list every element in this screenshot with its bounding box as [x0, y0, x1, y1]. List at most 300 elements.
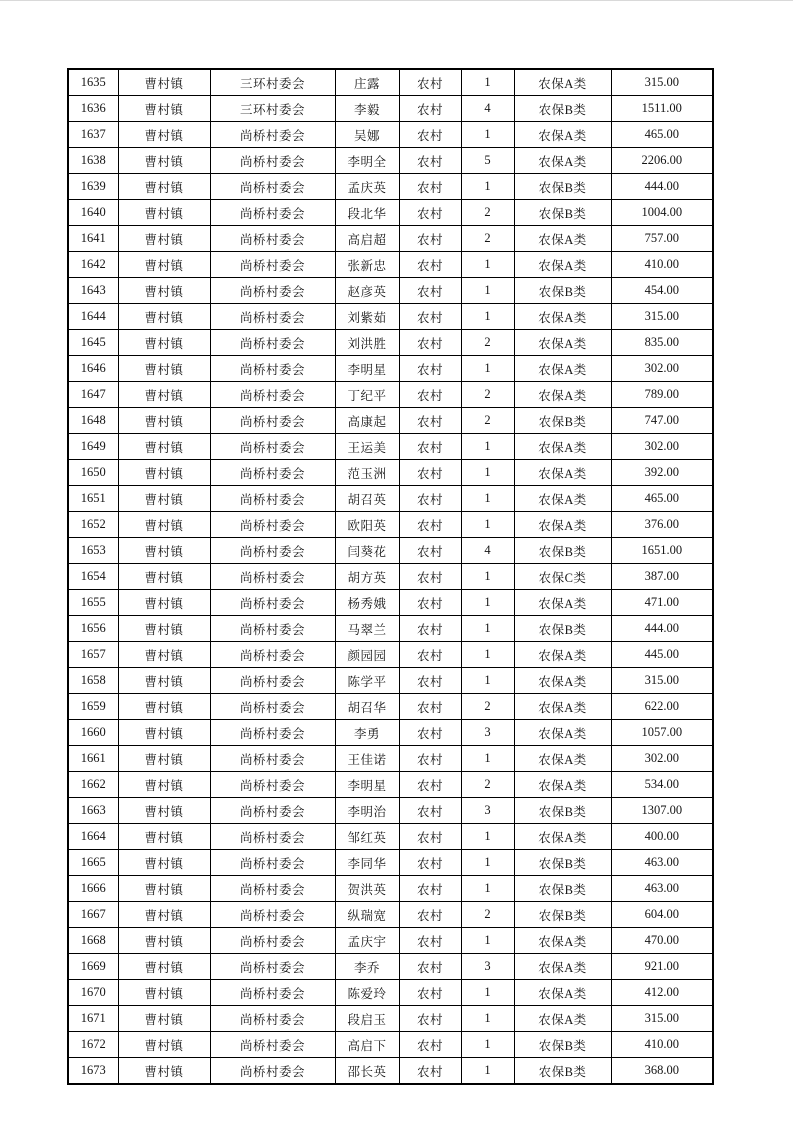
- cell-serial-number: 1663: [68, 798, 118, 824]
- cell-village-committee: 尚桥村委会: [210, 200, 335, 226]
- cell-town: 曹村镇: [118, 408, 210, 434]
- cell-serial-number: 1667: [68, 902, 118, 928]
- cell-insurance-type: 农保A类: [514, 694, 611, 720]
- cell-insurance-type: 农保B类: [514, 850, 611, 876]
- cell-town: 曹村镇: [118, 876, 210, 902]
- cell-person-name: 李明治: [335, 798, 399, 824]
- cell-village-committee: 尚桥村委会: [210, 746, 335, 772]
- cell-category: 农村: [399, 668, 461, 694]
- table-row: [68, 798, 713, 824]
- cell-person-name: 纵瑞宽: [335, 902, 399, 928]
- cell-serial-number: 1660: [68, 720, 118, 746]
- cell-town: 曹村镇: [118, 96, 210, 122]
- table-row: [68, 876, 713, 902]
- cell-person-count: 1: [461, 746, 514, 772]
- table-row: [68, 928, 713, 954]
- cell-village-committee: 尚桥村委会: [210, 382, 335, 408]
- table-row: [68, 174, 713, 200]
- cell-village-committee: 尚桥村委会: [210, 590, 335, 616]
- cell-town: 曹村镇: [118, 798, 210, 824]
- cell-town: 曹村镇: [118, 928, 210, 954]
- cell-person-name: 段北华: [335, 200, 399, 226]
- cell-person-name: 李乔: [335, 954, 399, 980]
- cell-person-name: 张新忠: [335, 252, 399, 278]
- cell-village-committee: 尚桥村委会: [210, 122, 335, 148]
- cell-person-count: 1: [461, 252, 514, 278]
- cell-category: 农村: [399, 850, 461, 876]
- cell-amount: 412.00: [611, 980, 713, 1006]
- cell-person-count: 2: [461, 694, 514, 720]
- cell-person-count: 1: [461, 304, 514, 330]
- cell-serial-number: 1666: [68, 876, 118, 902]
- cell-village-committee: 尚桥村委会: [210, 668, 335, 694]
- cell-person-count: 5: [461, 148, 514, 174]
- cell-village-committee: 尚桥村委会: [210, 954, 335, 980]
- cell-town: 曹村镇: [118, 304, 210, 330]
- table-row: [68, 512, 713, 538]
- cell-amount: 622.00: [611, 694, 713, 720]
- cell-village-committee: 尚桥村委会: [210, 330, 335, 356]
- cell-insurance-type: 农保A类: [514, 980, 611, 1006]
- cell-amount: 465.00: [611, 486, 713, 512]
- cell-category: 农村: [399, 356, 461, 382]
- cell-insurance-type: 农保A类: [514, 148, 611, 174]
- table-row: [68, 616, 713, 642]
- cell-insurance-type: 农保B类: [514, 1032, 611, 1058]
- cell-category: 农村: [399, 720, 461, 746]
- cell-insurance-type: 农保B类: [514, 902, 611, 928]
- cell-amount: 315.00: [611, 1006, 713, 1032]
- cell-village-committee: 尚桥村委会: [210, 564, 335, 590]
- cell-amount: 757.00: [611, 226, 713, 252]
- cell-serial-number: 1656: [68, 616, 118, 642]
- cell-town: 曹村镇: [118, 69, 210, 96]
- cell-person-name: 范玉洲: [335, 460, 399, 486]
- cell-village-committee: 尚桥村委会: [210, 798, 335, 824]
- cell-person-name: 王佳诺: [335, 746, 399, 772]
- cell-town: 曹村镇: [118, 954, 210, 980]
- cell-person-name: 胡方英: [335, 564, 399, 590]
- cell-insurance-type: 农保B类: [514, 278, 611, 304]
- cell-town: 曹村镇: [118, 642, 210, 668]
- cell-village-committee: 尚桥村委会: [210, 876, 335, 902]
- cell-category: 农村: [399, 512, 461, 538]
- cell-insurance-type: 农保A类: [514, 304, 611, 330]
- cell-category: 农村: [399, 798, 461, 824]
- cell-person-count: 2: [461, 382, 514, 408]
- cell-village-committee: 尚桥村委会: [210, 850, 335, 876]
- cell-category: 农村: [399, 122, 461, 148]
- cell-town: 曹村镇: [118, 512, 210, 538]
- cell-category: 农村: [399, 694, 461, 720]
- cell-person-count: 2: [461, 772, 514, 798]
- cell-town: 曹村镇: [118, 616, 210, 642]
- table-row: [68, 1058, 713, 1085]
- cell-village-committee: 尚桥村委会: [210, 356, 335, 382]
- cell-person-count: 1: [461, 512, 514, 538]
- cell-village-committee: 尚桥村委会: [210, 460, 335, 486]
- cell-category: 农村: [399, 1006, 461, 1032]
- table-row: [68, 694, 713, 720]
- cell-category: 农村: [399, 69, 461, 96]
- cell-town: 曹村镇: [118, 226, 210, 252]
- cell-insurance-type: 农保A类: [514, 642, 611, 668]
- cell-serial-number: 1661: [68, 746, 118, 772]
- cell-serial-number: 1636: [68, 96, 118, 122]
- cell-category: 农村: [399, 434, 461, 460]
- cell-insurance-type: 农保C类: [514, 564, 611, 590]
- cell-village-committee: 尚桥村委会: [210, 616, 335, 642]
- cell-insurance-type: 农保B类: [514, 174, 611, 200]
- cell-serial-number: 1651: [68, 486, 118, 512]
- insurance-records-table: [67, 68, 714, 1085]
- table-row: [68, 278, 713, 304]
- cell-person-count: 4: [461, 96, 514, 122]
- cell-serial-number: 1673: [68, 1058, 118, 1085]
- cell-amount: 315.00: [611, 69, 713, 96]
- table-row: [68, 980, 713, 1006]
- cell-person-name: 陈学平: [335, 668, 399, 694]
- cell-amount: 1307.00: [611, 798, 713, 824]
- cell-amount: 454.00: [611, 278, 713, 304]
- cell-serial-number: 1642: [68, 252, 118, 278]
- cell-person-count: 2: [461, 902, 514, 928]
- table-row: [68, 1032, 713, 1058]
- cell-town: 曹村镇: [118, 772, 210, 798]
- cell-category: 农村: [399, 304, 461, 330]
- cell-town: 曹村镇: [118, 694, 210, 720]
- cell-person-count: 3: [461, 954, 514, 980]
- cell-person-count: 1: [461, 434, 514, 460]
- cell-serial-number: 1670: [68, 980, 118, 1006]
- cell-person-name: 孟庆英: [335, 174, 399, 200]
- cell-amount: 315.00: [611, 304, 713, 330]
- cell-person-name: 贺洪英: [335, 876, 399, 902]
- cell-insurance-type: 农保B类: [514, 876, 611, 902]
- cell-village-committee: 尚桥村委会: [210, 694, 335, 720]
- cell-category: 农村: [399, 148, 461, 174]
- cell-person-count: 1: [461, 1006, 514, 1032]
- cell-amount: 2206.00: [611, 148, 713, 174]
- cell-person-name: 高康起: [335, 408, 399, 434]
- table-row: [68, 590, 713, 616]
- table-row: [68, 486, 713, 512]
- cell-village-committee: 尚桥村委会: [210, 252, 335, 278]
- cell-serial-number: 1671: [68, 1006, 118, 1032]
- cell-amount: 921.00: [611, 954, 713, 980]
- cell-insurance-type: 农保A类: [514, 226, 611, 252]
- cell-category: 农村: [399, 252, 461, 278]
- cell-person-count: 1: [461, 122, 514, 148]
- cell-serial-number: 1644: [68, 304, 118, 330]
- cell-amount: 368.00: [611, 1058, 713, 1085]
- cell-serial-number: 1638: [68, 148, 118, 174]
- cell-category: 农村: [399, 928, 461, 954]
- cell-person-name: 李勇: [335, 720, 399, 746]
- cell-serial-number: 1662: [68, 772, 118, 798]
- cell-serial-number: 1653: [68, 538, 118, 564]
- cell-village-committee: 尚桥村委会: [210, 902, 335, 928]
- cell-insurance-type: 农保B类: [514, 798, 611, 824]
- cell-person-count: 1: [461, 590, 514, 616]
- cell-person-count: 1: [461, 356, 514, 382]
- table-row: [68, 720, 713, 746]
- cell-town: 曹村镇: [118, 746, 210, 772]
- cell-person-count: 1: [461, 980, 514, 1006]
- cell-serial-number: 1652: [68, 512, 118, 538]
- cell-serial-number: 1639: [68, 174, 118, 200]
- cell-town: 曹村镇: [118, 824, 210, 850]
- cell-serial-number: 1648: [68, 408, 118, 434]
- cell-village-committee: 尚桥村委会: [210, 148, 335, 174]
- cell-serial-number: 1665: [68, 850, 118, 876]
- cell-insurance-type: 农保B类: [514, 408, 611, 434]
- cell-person-count: 2: [461, 226, 514, 252]
- cell-amount: 1511.00: [611, 96, 713, 122]
- cell-insurance-type: 农保A类: [514, 1006, 611, 1032]
- table-row: [68, 148, 713, 174]
- cell-serial-number: 1646: [68, 356, 118, 382]
- cell-category: 农村: [399, 616, 461, 642]
- cell-amount: 604.00: [611, 902, 713, 928]
- cell-person-count: 1: [461, 824, 514, 850]
- table-row: [68, 564, 713, 590]
- cell-amount: 1004.00: [611, 200, 713, 226]
- cell-village-committee: 三环村委会: [210, 96, 335, 122]
- cell-category: 农村: [399, 200, 461, 226]
- cell-person-name: 马翠兰: [335, 616, 399, 642]
- cell-village-committee: 尚桥村委会: [210, 928, 335, 954]
- cell-insurance-type: 农保A类: [514, 928, 611, 954]
- cell-person-count: 1: [461, 564, 514, 590]
- cell-person-count: 1: [461, 460, 514, 486]
- cell-category: 农村: [399, 642, 461, 668]
- cell-insurance-type: 农保A类: [514, 772, 611, 798]
- cell-village-committee: 尚桥村委会: [210, 1006, 335, 1032]
- table-row: [68, 408, 713, 434]
- table-row: [68, 902, 713, 928]
- table-row: [68, 304, 713, 330]
- cell-serial-number: 1643: [68, 278, 118, 304]
- table-row: [68, 252, 713, 278]
- cell-category: 农村: [399, 902, 461, 928]
- table-row: [68, 434, 713, 460]
- cell-town: 曹村镇: [118, 902, 210, 928]
- cell-amount: 835.00: [611, 330, 713, 356]
- cell-insurance-type: 农保A类: [514, 69, 611, 96]
- cell-person-name: 庄露: [335, 69, 399, 96]
- cell-amount: 302.00: [611, 746, 713, 772]
- cell-insurance-type: 农保A类: [514, 486, 611, 512]
- cell-village-committee: 尚桥村委会: [210, 512, 335, 538]
- cell-person-count: 1: [461, 69, 514, 96]
- cell-amount: 789.00: [611, 382, 713, 408]
- cell-person-name: 王运美: [335, 434, 399, 460]
- cell-village-committee: 尚桥村委会: [210, 226, 335, 252]
- cell-town: 曹村镇: [118, 668, 210, 694]
- cell-insurance-type: 农保A类: [514, 252, 611, 278]
- cell-town: 曹村镇: [118, 252, 210, 278]
- cell-person-name: 陈爱玲: [335, 980, 399, 1006]
- cell-insurance-type: 农保A类: [514, 330, 611, 356]
- cell-town: 曹村镇: [118, 538, 210, 564]
- cell-village-committee: 尚桥村委会: [210, 304, 335, 330]
- cell-town: 曹村镇: [118, 1058, 210, 1085]
- cell-serial-number: 1657: [68, 642, 118, 668]
- cell-village-committee: 尚桥村委会: [210, 278, 335, 304]
- table-row: [68, 69, 713, 96]
- cell-village-committee: 尚桥村委会: [210, 1032, 335, 1058]
- cell-amount: 463.00: [611, 850, 713, 876]
- cell-amount: 444.00: [611, 616, 713, 642]
- cell-town: 曹村镇: [118, 200, 210, 226]
- cell-insurance-type: 农保A类: [514, 122, 611, 148]
- cell-insurance-type: 农保A类: [514, 512, 611, 538]
- cell-serial-number: 1649: [68, 434, 118, 460]
- cell-amount: 392.00: [611, 460, 713, 486]
- cell-person-count: 1: [461, 876, 514, 902]
- cell-person-name: 杨秀娥: [335, 590, 399, 616]
- cell-person-name: 邹红英: [335, 824, 399, 850]
- cell-insurance-type: 农保A类: [514, 356, 611, 382]
- cell-category: 农村: [399, 590, 461, 616]
- cell-person-count: 4: [461, 538, 514, 564]
- cell-person-name: 李明全: [335, 148, 399, 174]
- cell-town: 曹村镇: [118, 590, 210, 616]
- page-top-edge: [0, 0, 793, 1]
- cell-person-count: 1: [461, 850, 514, 876]
- cell-insurance-type: 农保A类: [514, 434, 611, 460]
- cell-serial-number: 1640: [68, 200, 118, 226]
- cell-category: 农村: [399, 538, 461, 564]
- cell-category: 农村: [399, 382, 461, 408]
- cell-village-committee: 尚桥村委会: [210, 772, 335, 798]
- table-row: [68, 96, 713, 122]
- cell-person-count: 1: [461, 642, 514, 668]
- cell-amount: 445.00: [611, 642, 713, 668]
- cell-amount: 471.00: [611, 590, 713, 616]
- cell-category: 农村: [399, 980, 461, 1006]
- cell-town: 曹村镇: [118, 486, 210, 512]
- cell-person-name: 吴娜: [335, 122, 399, 148]
- cell-person-name: 李明星: [335, 356, 399, 382]
- cell-amount: 302.00: [611, 356, 713, 382]
- cell-category: 农村: [399, 408, 461, 434]
- cell-person-name: 刘洪胜: [335, 330, 399, 356]
- cell-person-name: 孟庆宇: [335, 928, 399, 954]
- cell-person-name: 高启下: [335, 1032, 399, 1058]
- table-row: [68, 122, 713, 148]
- cell-amount: 376.00: [611, 512, 713, 538]
- cell-serial-number: 1641: [68, 226, 118, 252]
- cell-serial-number: 1659: [68, 694, 118, 720]
- cell-person-name: 李毅: [335, 96, 399, 122]
- cell-amount: 315.00: [611, 668, 713, 694]
- table-row: [68, 538, 713, 564]
- cell-serial-number: 1647: [68, 382, 118, 408]
- cell-person-name: 欧阳英: [335, 512, 399, 538]
- cell-category: 农村: [399, 330, 461, 356]
- cell-category: 农村: [399, 96, 461, 122]
- cell-insurance-type: 农保B类: [514, 538, 611, 564]
- table-row: [68, 382, 713, 408]
- cell-town: 曹村镇: [118, 330, 210, 356]
- cell-town: 曹村镇: [118, 174, 210, 200]
- cell-village-committee: 尚桥村委会: [210, 642, 335, 668]
- cell-serial-number: 1658: [68, 668, 118, 694]
- cell-person-count: 2: [461, 408, 514, 434]
- cell-serial-number: 1664: [68, 824, 118, 850]
- cell-town: 曹村镇: [118, 122, 210, 148]
- table-row: [68, 200, 713, 226]
- cell-village-committee: 尚桥村委会: [210, 824, 335, 850]
- cell-person-name: 刘紫茹: [335, 304, 399, 330]
- cell-person-count: 2: [461, 200, 514, 226]
- table-row: [68, 1006, 713, 1032]
- cell-person-name: 段启玉: [335, 1006, 399, 1032]
- table-row: [68, 668, 713, 694]
- cell-insurance-type: 农保A类: [514, 460, 611, 486]
- cell-village-committee: 尚桥村委会: [210, 486, 335, 512]
- cell-amount: 410.00: [611, 1032, 713, 1058]
- cell-person-count: 1: [461, 278, 514, 304]
- cell-amount: 302.00: [611, 434, 713, 460]
- table-row: [68, 850, 713, 876]
- table-row: [68, 330, 713, 356]
- cell-person-name: 赵彦英: [335, 278, 399, 304]
- cell-person-name: 李同华: [335, 850, 399, 876]
- table-row: [68, 460, 713, 486]
- cell-town: 曹村镇: [118, 850, 210, 876]
- cell-amount: 1651.00: [611, 538, 713, 564]
- cell-amount: 747.00: [611, 408, 713, 434]
- cell-category: 农村: [399, 174, 461, 200]
- cell-person-name: 胡召华: [335, 694, 399, 720]
- cell-category: 农村: [399, 486, 461, 512]
- cell-amount: 470.00: [611, 928, 713, 954]
- table-row: [68, 824, 713, 850]
- cell-person-name: 闫葵花: [335, 538, 399, 564]
- cell-insurance-type: 农保A类: [514, 668, 611, 694]
- cell-person-name: 胡召英: [335, 486, 399, 512]
- cell-person-count: 1: [461, 668, 514, 694]
- cell-insurance-type: 农保B类: [514, 616, 611, 642]
- cell-category: 农村: [399, 226, 461, 252]
- cell-amount: 534.00: [611, 772, 713, 798]
- cell-person-count: 3: [461, 798, 514, 824]
- cell-town: 曹村镇: [118, 980, 210, 1006]
- cell-insurance-type: 农保A类: [514, 382, 611, 408]
- cell-village-committee: 尚桥村委会: [210, 434, 335, 460]
- cell-category: 农村: [399, 1032, 461, 1058]
- cell-town: 曹村镇: [118, 434, 210, 460]
- cell-town: 曹村镇: [118, 1006, 210, 1032]
- cell-town: 曹村镇: [118, 278, 210, 304]
- cell-serial-number: 1650: [68, 460, 118, 486]
- cell-insurance-type: 农保A类: [514, 824, 611, 850]
- cell-insurance-type: 农保B类: [514, 200, 611, 226]
- cell-serial-number: 1668: [68, 928, 118, 954]
- cell-person-count: 1: [461, 1058, 514, 1085]
- cell-category: 农村: [399, 824, 461, 850]
- cell-serial-number: 1645: [68, 330, 118, 356]
- cell-category: 农村: [399, 746, 461, 772]
- cell-serial-number: 1654: [68, 564, 118, 590]
- table-row: [68, 226, 713, 252]
- cell-insurance-type: 农保A类: [514, 590, 611, 616]
- cell-person-name: 丁纪平: [335, 382, 399, 408]
- cell-serial-number: 1637: [68, 122, 118, 148]
